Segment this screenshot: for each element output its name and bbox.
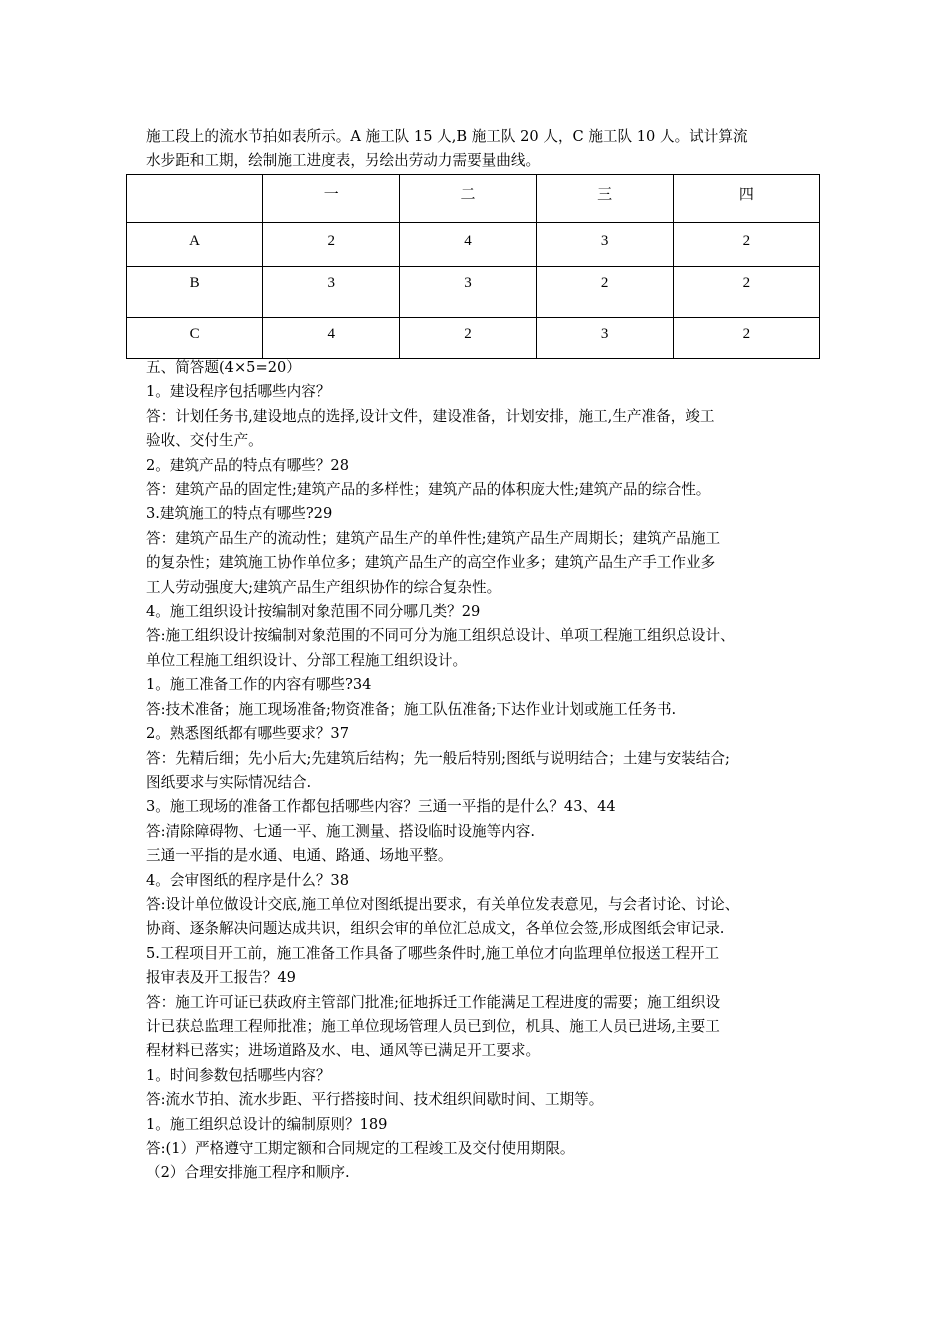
table-cell: 4	[400, 223, 536, 267]
text-line: 答:设计单位做设计交底,施工单位对图纸提出要求，有关单位发表意见，与会者讨论、讨论、	[146, 895, 740, 913]
table-row	[127, 318, 820, 359]
table-header-row	[127, 175, 820, 223]
table-row	[127, 267, 820, 318]
text-line: 1。建设程序包括哪些内容？	[146, 383, 331, 401]
text-line: 答:(1）严格遵守工期定额和合同规定的工程竣工及交付使用期限。	[146, 1140, 575, 1157]
table-cell: 3	[263, 267, 400, 318]
text-line: 答:技术准备；施工现场准备;物资准备；施工队伍准备;下达作业计划或施工任务书.	[146, 700, 677, 718]
table-cell: 3	[400, 267, 536, 318]
table-header-cell	[127, 175, 263, 223]
text-line: 3.建筑施工的特点有哪些?29	[146, 505, 333, 523]
text-line: 答：先精后细；先小后大;先建筑后结构；先一般后特别;图纸与说明结合；土建与安装结合;	[146, 749, 730, 767]
table-cell: 4	[263, 318, 400, 359]
table-cell: 2	[263, 223, 400, 267]
text-line: 答:施工组织设计按编制对象范围的不同可分为施工组织总设计、单项工程施工组织总设计、	[146, 627, 735, 645]
table-header-cell: 四	[673, 175, 819, 223]
table-cell: 2	[536, 267, 673, 318]
table-cell: 3	[536, 223, 673, 267]
text-line: 答：建筑产品的固定性;建筑产品的多样性；建筑产品的体积庞大性;建筑产品的综合性。	[146, 481, 711, 499]
text-line: 4。会审图纸的程序是什么？38	[146, 871, 349, 889]
text-line: 答：建筑产品生产的流动性；建筑产品生产的单件性;建筑产品生产周期长；建筑产品施工	[146, 529, 721, 547]
text-line: 三通一平指的是水通、电通、路通、场地平整。	[146, 847, 453, 865]
text-line: 计已获总监理工程师批准；施工单位现场管理人员已到位，机具、施工人员已进场,主要工	[146, 1017, 720, 1035]
table-cell: 2	[673, 318, 819, 359]
text-line: 答:流水节拍、流水步距、平行搭接时间、技术组织间歇时间、工期等。	[146, 1091, 604, 1109]
text-line: 1。施工组织总设计的编制原则？189	[146, 1115, 388, 1133]
flow-rhythm-table	[126, 174, 820, 359]
text-line: 答：计划任务书,建设地点的选择,设计文件，建设准备，计划安排，施工,生产准备，竣工	[146, 407, 715, 425]
text-line: 4。施工组织设计按编制对象范围不同分哪几类？29	[146, 603, 481, 621]
table-cell: 2	[673, 267, 819, 318]
table-cell: 2	[673, 223, 819, 267]
text-line: 单位工程施工组织设计、分部工程施工组织设计。	[146, 651, 468, 669]
text-line: 的复杂性；建筑施工协作单位多；建筑产品生产的高空作业多；建筑产品生产手工作业多	[146, 554, 716, 572]
text-line: 3。施工现场的准备工作都包括哪些内容？三通一平指的是什么？43、44	[146, 798, 616, 816]
text-line: 验收、交付生产。	[146, 432, 263, 450]
table-cell: C	[127, 318, 263, 359]
text-line: 答:清除障碍物、七通一平、施工测量、搭设临时设施等内容.	[146, 822, 535, 840]
table-header-cell: 二	[400, 175, 536, 223]
table-cell: 3	[536, 318, 673, 359]
text-line: 2。熟悉图纸都有哪些要求？37	[146, 725, 349, 743]
intro-paragraph	[146, 125, 826, 173]
text-line: 答：施工许可证已获政府主管部门批准;征地拆迁工作能满足工程进度的需要；施工组织设	[146, 993, 721, 1011]
table-row	[127, 223, 820, 267]
text-line: 程材料已落实；进场道路及水、电、通风等已满足开工要求。	[146, 1042, 541, 1060]
table-cell: A	[127, 223, 263, 267]
intro-line-2: 水步距和工期，绘制施工进度表，另绘出劳动力需要量曲线。	[146, 152, 541, 169]
text-line: 2。建筑产品的特点有哪些？28	[146, 456, 349, 474]
text-line: （2）合理安排施工程序和顺序.	[146, 1164, 350, 1182]
text-line: 图纸要求与实际情况结合.	[146, 773, 312, 791]
table-cell: 2	[400, 318, 536, 359]
qa-section	[146, 356, 826, 1186]
text-line: 1。施工准备工作的内容有哪些?34	[146, 676, 372, 694]
text-line: 5.工程项目开工前，施工准备工作具备了哪些条件时,施工单位才向监理单位报送工程开工	[146, 944, 720, 962]
table-cell: B	[127, 267, 263, 318]
intro-line-1: 施工段上的流水节拍如表所示。A 施工队 15 人,B 施工队 20 人，C 施工队 10 人。试计算流	[146, 128, 748, 145]
text-line: 工人劳动强度大;建筑产品生产组织协作的综合复杂性。	[146, 578, 502, 596]
table-header-cell: 一	[263, 175, 400, 223]
text-line: 报审表及开工报告？49	[146, 969, 296, 987]
table-header-cell: 三	[536, 175, 673, 223]
text-line: 1。时间参数包括哪些内容？	[146, 1066, 331, 1084]
text-line: 协商、逐条解决问题达成共识，组织会审的单位汇总成文，各单位会签,形成图纸会审记录.	[146, 920, 725, 938]
section-heading: 五、简答题(4×5=20）	[146, 359, 301, 376]
